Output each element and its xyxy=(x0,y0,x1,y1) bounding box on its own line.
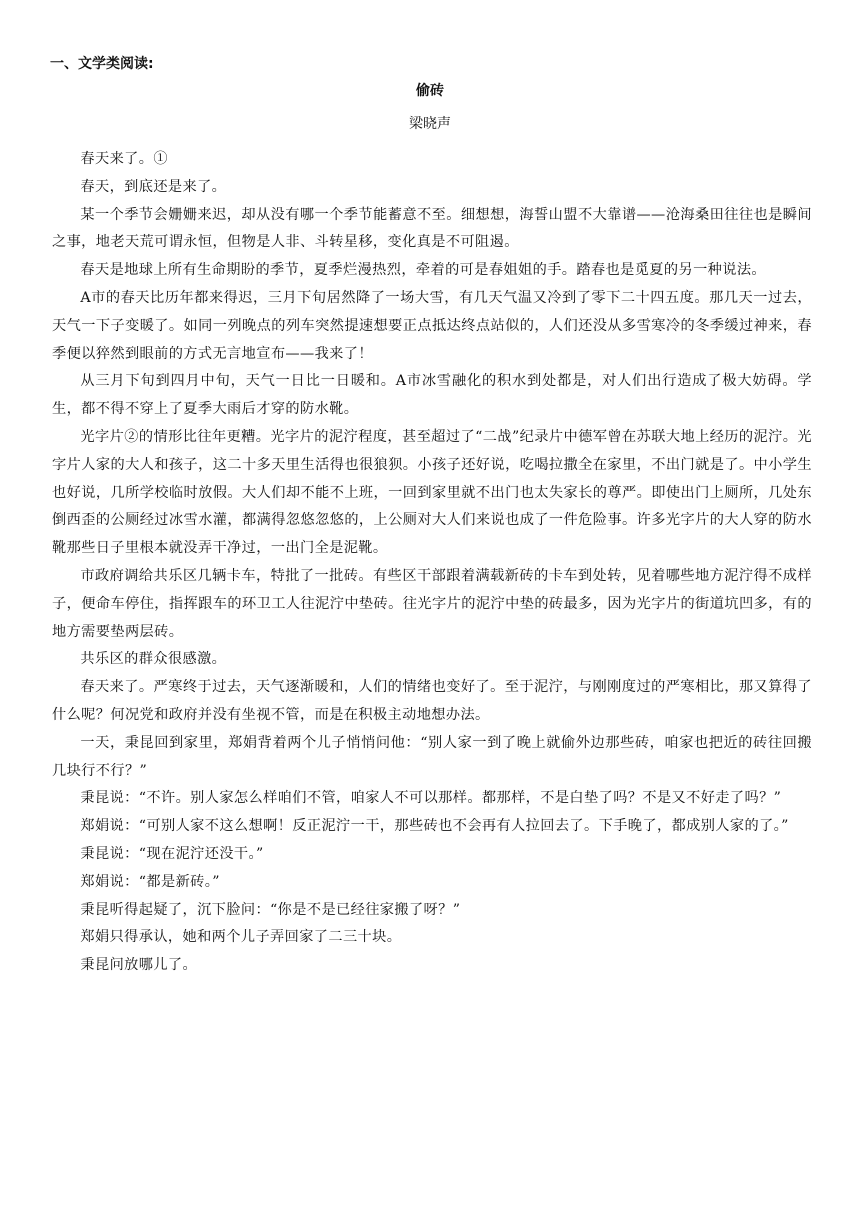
paragraph: 秉昆听得起疑了，沉下脸问：“你是不是已经往家搬了呀？” xyxy=(80,901,461,918)
article-author: 梁晓声 xyxy=(409,116,451,132)
paragraph: 一天，秉昆回到家里，郑娟背着两个儿子悄悄问他：“别人家一到了晚上就偷外边那些砖，咱家也把近的砖往回搬几块行不行？” xyxy=(52,734,812,779)
paragraph: 秉昆说：“不许。别人家怎么样咱们不管，咱家人不可以那样。都那样，不是白垫了吗？不是又不好走了吗？” xyxy=(80,790,782,807)
article-title: 偷砖 xyxy=(416,83,444,99)
paragraph: 共乐区的群众很感激。 xyxy=(80,651,227,668)
paragraph: 某一个季节会姗姗来迟，却从没有哪一个季节能蓄意不至。细想想，海誓山盟不大靠谱——沧海桑田往往也是瞬间之事，地老天荒可谓永恒，但物是人非、斗转星移，变化真是不可阻遏。 xyxy=(52,206,812,251)
paragraph: 郑娟说：“都是新砖。” xyxy=(80,873,220,890)
paragraph: 郑娟说：“可别人家不这么想啊！反正泥泞一干，那些砖也不会再有人拉回去了。下手晚了，都成别人家的了。” xyxy=(80,818,789,835)
paragraph: 秉昆问放哪儿了。 xyxy=(80,957,198,974)
paragraph: 春天来了。① xyxy=(80,151,168,167)
paragraph: 光字片②的情形比往年更糟。光字片的泥泞程度，甚至超过了“二战”纪录片中德军曾在苏联大地上经历的泥泞。光字片人家的大人和孩子，这二十多天里生活得也很狼狈。小孩子还好说，吃喝拉撒全在家里，不出门就是了。中小学生也好说，几所学校临时放假。大人们却不能不上班，一回到家里就不出门也太失家长的尊严。即使出门上厕所，几处东倒西歪的公厕经过冰雪水灌，都满得忽悠忽悠的，上公厕对大人们来说也成了一件危险事。许多光字片的大人穿的防水靴那些日子里根本就没弄干净过，一出门全是泥靴。 xyxy=(52,428,812,557)
paragraph: 郑娟只得承认，她和两个儿子弄回家了二三十块。 xyxy=(80,929,402,946)
paragraph: 秉昆说：“现在泥泞还没干。” xyxy=(80,845,264,862)
paragraph: 春天，到底还是来了。 xyxy=(80,178,227,195)
paragraph: 春天来了。严寒终于过去，天气逐渐暖和，人们的情绪也变好了。至于泥泞，与刚刚度过的严寒相比，那又算得了什么呢？何况党和政府并没有坐视不管，而是在积极主动地想办法。 xyxy=(52,679,812,723)
paragraph: 春天是地球上所有生命期盼的季节，夏季烂漫热烈，牵着的可是春姐姐的手。踏春也是觅夏的另一种说法。 xyxy=(80,262,767,279)
article-body xyxy=(52,146,812,980)
paragraph: 市政府调给共乐区几辆卡车，特批了一批砖。有些区干部跟着满载新砖的卡车到处转，见着哪些地方泥泞得不成样子，便命车停住，指挥跟车的环卫工人往泥泞中垫砖。往光字片的泥泞中垫的砖最多，因为光字片的街道坑凹多，有的地方需要垫两层砖。 xyxy=(52,567,812,640)
paragraph: A市的春天比历年都来得迟，三月下旬居然降了一场大雪，有几天气温又冷到了零下二十四五度。那几天一过去，天气一下子变暖了。如同一列晚点的列车突然提速想要正点抵达终点站似的，人们还没从多雪寒冷的冬季缓过神来，春季便以猝然到眼前的方式无言地宣布——我来了！ xyxy=(52,289,812,362)
paragraph: 从三月下旬到四月中旬，天气一日比一日暖和。A市冰雪融化的积水到处都是，对人们出行造成了极大妨碍。学生，都不得不穿上了夏季大雨后才穿的防水靴。 xyxy=(52,373,812,418)
section-heading: 一、文学类阅读: xyxy=(50,56,154,72)
